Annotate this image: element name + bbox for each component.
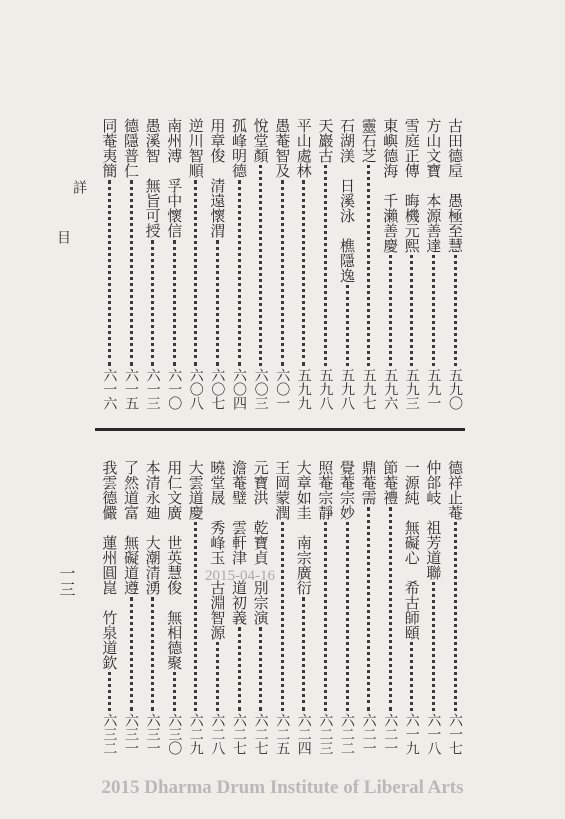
- toc-entry-title: 大章如圭 南宗廣衍: [294, 460, 313, 595]
- dot-leader: [454, 522, 457, 711]
- toc-entry: [295, 460, 313, 755]
- toc-entry-title: 覺菴宗妙: [338, 460, 356, 520]
- toc-entry-title: 照菴宗靜: [316, 460, 335, 520]
- dot-leader: [151, 240, 154, 366]
- toc-entry-page: 五九九: [295, 368, 312, 410]
- toc-entry: [208, 460, 226, 755]
- toc-entry-page: 六一六: [101, 368, 118, 410]
- dot-leader: [346, 285, 349, 366]
- toc-entry-title: 雪庭正傳 晦機元熙: [402, 118, 421, 253]
- toc-entry-title: 本清永廸 大潮清湧: [143, 460, 162, 595]
- dot-leader: [173, 672, 176, 711]
- toc-entry-title: 愚菴智及: [273, 118, 292, 178]
- toc-entry-page: 六二九: [187, 713, 204, 755]
- toc-entry: [273, 118, 291, 410]
- toc-entry: [295, 118, 313, 410]
- dot-leader: [194, 180, 197, 366]
- toc-entry: [446, 118, 464, 410]
- toc-entry: [446, 460, 464, 755]
- toc-entry-page: 五九六: [382, 368, 399, 410]
- toc-entry-title: 方山文寶 本源善達: [424, 118, 443, 253]
- toc-entry: [122, 460, 140, 755]
- toc-entry: [165, 460, 183, 755]
- toc-entry-page: 六二三: [317, 713, 334, 755]
- running-head-char-1: 詳: [71, 180, 87, 194]
- toc-entry-page: 五九三: [403, 368, 420, 410]
- toc-entry-title: 孤峰明德: [230, 118, 248, 178]
- dot-leader: [367, 507, 370, 711]
- toc-entry-page: 六三一: [144, 713, 161, 755]
- toc-entry-title: 我雲德儼 蓮州圓崑 竹泉道欽: [100, 460, 119, 670]
- toc-entry: [208, 118, 226, 410]
- toc-entry: [316, 118, 334, 410]
- toc-entry-title: 德隱普仁: [122, 118, 140, 178]
- dot-leader: [302, 180, 305, 366]
- toc-entry-title: 石湖渼 日溪泳 樵隱逸: [338, 118, 356, 283]
- toc-entry-title: 節菴禮: [381, 460, 400, 505]
- dot-leader: [432, 582, 435, 711]
- dot-leader: [324, 165, 327, 366]
- dot-leader: [259, 627, 262, 711]
- toc-entry-page: 六二五: [274, 713, 291, 755]
- toc-entry: [100, 118, 118, 410]
- toc-entry-page: 六一〇: [166, 368, 183, 410]
- toc-entry: [338, 118, 356, 410]
- toc-entry: [144, 118, 162, 410]
- dot-leader: [130, 180, 133, 366]
- dot-leader: [389, 255, 392, 366]
- toc-entry-title: 澹菴璧 雲軒津 道初義: [230, 460, 248, 625]
- toc-entry-title: 大雲道慶: [186, 460, 205, 520]
- toc-entry: [316, 460, 334, 755]
- toc-entry-page: 六〇八: [187, 368, 204, 410]
- toc-entry-title: 同菴夷簡: [100, 118, 119, 178]
- dot-leader: [302, 597, 305, 711]
- toc-entry: [360, 118, 378, 410]
- toc-entry: [252, 460, 270, 755]
- toc-entry-title: 東嶼德海 千瀨善慶: [381, 118, 400, 253]
- dot-leader: [130, 597, 133, 711]
- toc-entry-page: 六二一: [382, 713, 399, 755]
- toc-entry-title: 王岡蒙潤: [273, 460, 292, 520]
- toc-entry-page: 六〇四: [231, 368, 247, 410]
- toc-entry: [165, 118, 183, 410]
- toc-entry: [187, 118, 205, 410]
- toc-entry-page: 六二七: [252, 713, 269, 755]
- toc-entry-page: 六〇一: [274, 368, 291, 410]
- toc-entry: [252, 118, 270, 410]
- dot-leader: [367, 165, 370, 366]
- dot-leader: [108, 672, 111, 711]
- toc-entry-page: 六〇七: [209, 368, 226, 410]
- toc-entry-title: 天巖古: [316, 118, 335, 163]
- toc-entry: [187, 460, 205, 755]
- toc-entry-title: 平山處林: [294, 118, 313, 178]
- toc-entry-page: 六二二: [339, 713, 355, 755]
- page-number: 一三: [57, 565, 76, 597]
- toc-entry-page: 五九一: [425, 368, 442, 410]
- dot-leader: [238, 180, 241, 366]
- dot-leader: [259, 165, 262, 366]
- toc-entry-page: 六一五: [123, 368, 139, 410]
- toc-entry: [403, 460, 421, 755]
- toc-entry-title: 鼎菴需: [359, 460, 378, 505]
- toc-entry-page: 六三一: [123, 713, 139, 755]
- toc-entry: [273, 460, 291, 755]
- dot-leader: [281, 522, 284, 711]
- running-head: [55, 180, 87, 244]
- toc-entry-page: 六一七: [447, 713, 463, 755]
- dot-leader: [454, 255, 457, 366]
- toc-entry: [144, 460, 162, 755]
- toc-entry-page: 六〇三: [252, 368, 269, 410]
- dot-leader: [389, 507, 392, 711]
- toc-entry: [230, 118, 248, 410]
- dot-leader: [238, 627, 241, 711]
- toc-entry: [360, 460, 378, 755]
- toc-entry: [381, 118, 399, 410]
- toc-entry: [122, 118, 140, 410]
- toc-entry-title: 靈石芝: [359, 118, 378, 163]
- dot-leader: [216, 642, 219, 711]
- dot-leader: [324, 522, 327, 711]
- toc-entry-page: 五九八: [317, 368, 334, 410]
- toc-entry: [100, 460, 118, 755]
- toc-entry-page: 六三〇: [166, 713, 183, 755]
- toc-entry-title: 一源純 無礙心 希古師頤: [402, 460, 421, 640]
- toc-entry-page: 六三二: [101, 713, 118, 755]
- toc-entry-title: 愚溪智 無旨可授: [143, 118, 162, 238]
- toc-entry: [381, 460, 399, 755]
- dot-leader: [194, 522, 197, 711]
- toc-entry-page: 六二八: [209, 713, 226, 755]
- toc-entry-title: 仲郃岐 祖芳道聯: [424, 460, 443, 580]
- toc-entry-title: 曉堂晟 秀峰玉 古淵智源: [208, 460, 227, 640]
- dot-leader: [281, 180, 284, 366]
- footer-watermark: 2015 Dharma Drum Institute of Liberal Arts: [101, 777, 464, 798]
- running-head-char-2: 目: [55, 230, 71, 244]
- toc-entry-page: 五九八: [339, 368, 355, 410]
- toc-entry: [403, 118, 421, 410]
- toc-entry-title: 用章俊 清遠懷渭: [208, 118, 227, 238]
- toc-entry-title: 南州溥 孚中懷信: [165, 118, 184, 238]
- toc-entry-title: 悅堂顏: [251, 118, 270, 163]
- toc-entry-page: 六一八: [425, 713, 442, 755]
- toc-entry: [230, 460, 248, 755]
- toc-entry-title: 用仁文廣 世英慧俊 無相德聚: [165, 460, 184, 670]
- toc-entry-title: 了然道富 無礙道遵: [122, 460, 140, 595]
- section-divider: [95, 428, 465, 431]
- toc-entry: [338, 460, 356, 755]
- toc-entry-title: 德祥止菴: [446, 460, 464, 520]
- dot-leader: [410, 642, 413, 711]
- dot-leader: [173, 240, 176, 366]
- toc-entry-page: 五九七: [360, 368, 377, 410]
- toc-entry-page: 六二一: [360, 713, 377, 755]
- dot-leader: [151, 597, 154, 711]
- dot-leader: [108, 180, 111, 366]
- dot-leader: [216, 240, 219, 366]
- toc-entry: [424, 460, 442, 755]
- toc-entry-page: 六一九: [403, 713, 420, 755]
- date-stamp: 2015-04-16: [205, 568, 275, 584]
- toc-entry-page: 六二四: [295, 713, 312, 755]
- dot-leader: [346, 522, 349, 711]
- toc-entry-page: 六一三: [144, 368, 161, 410]
- toc-entry-page: 五九〇: [447, 368, 463, 410]
- toc-entry: [424, 118, 442, 410]
- dot-leader: [410, 255, 413, 366]
- toc-entry-title: 元寶洪 乾寶貞 別宗演: [251, 460, 270, 625]
- toc-entry-page: 六二七: [231, 713, 247, 755]
- toc-entry-title: 逆川智順: [186, 118, 205, 178]
- dot-leader: [432, 255, 435, 366]
- toc-entry-title: 古田德垕 愚極至慧: [446, 118, 464, 253]
